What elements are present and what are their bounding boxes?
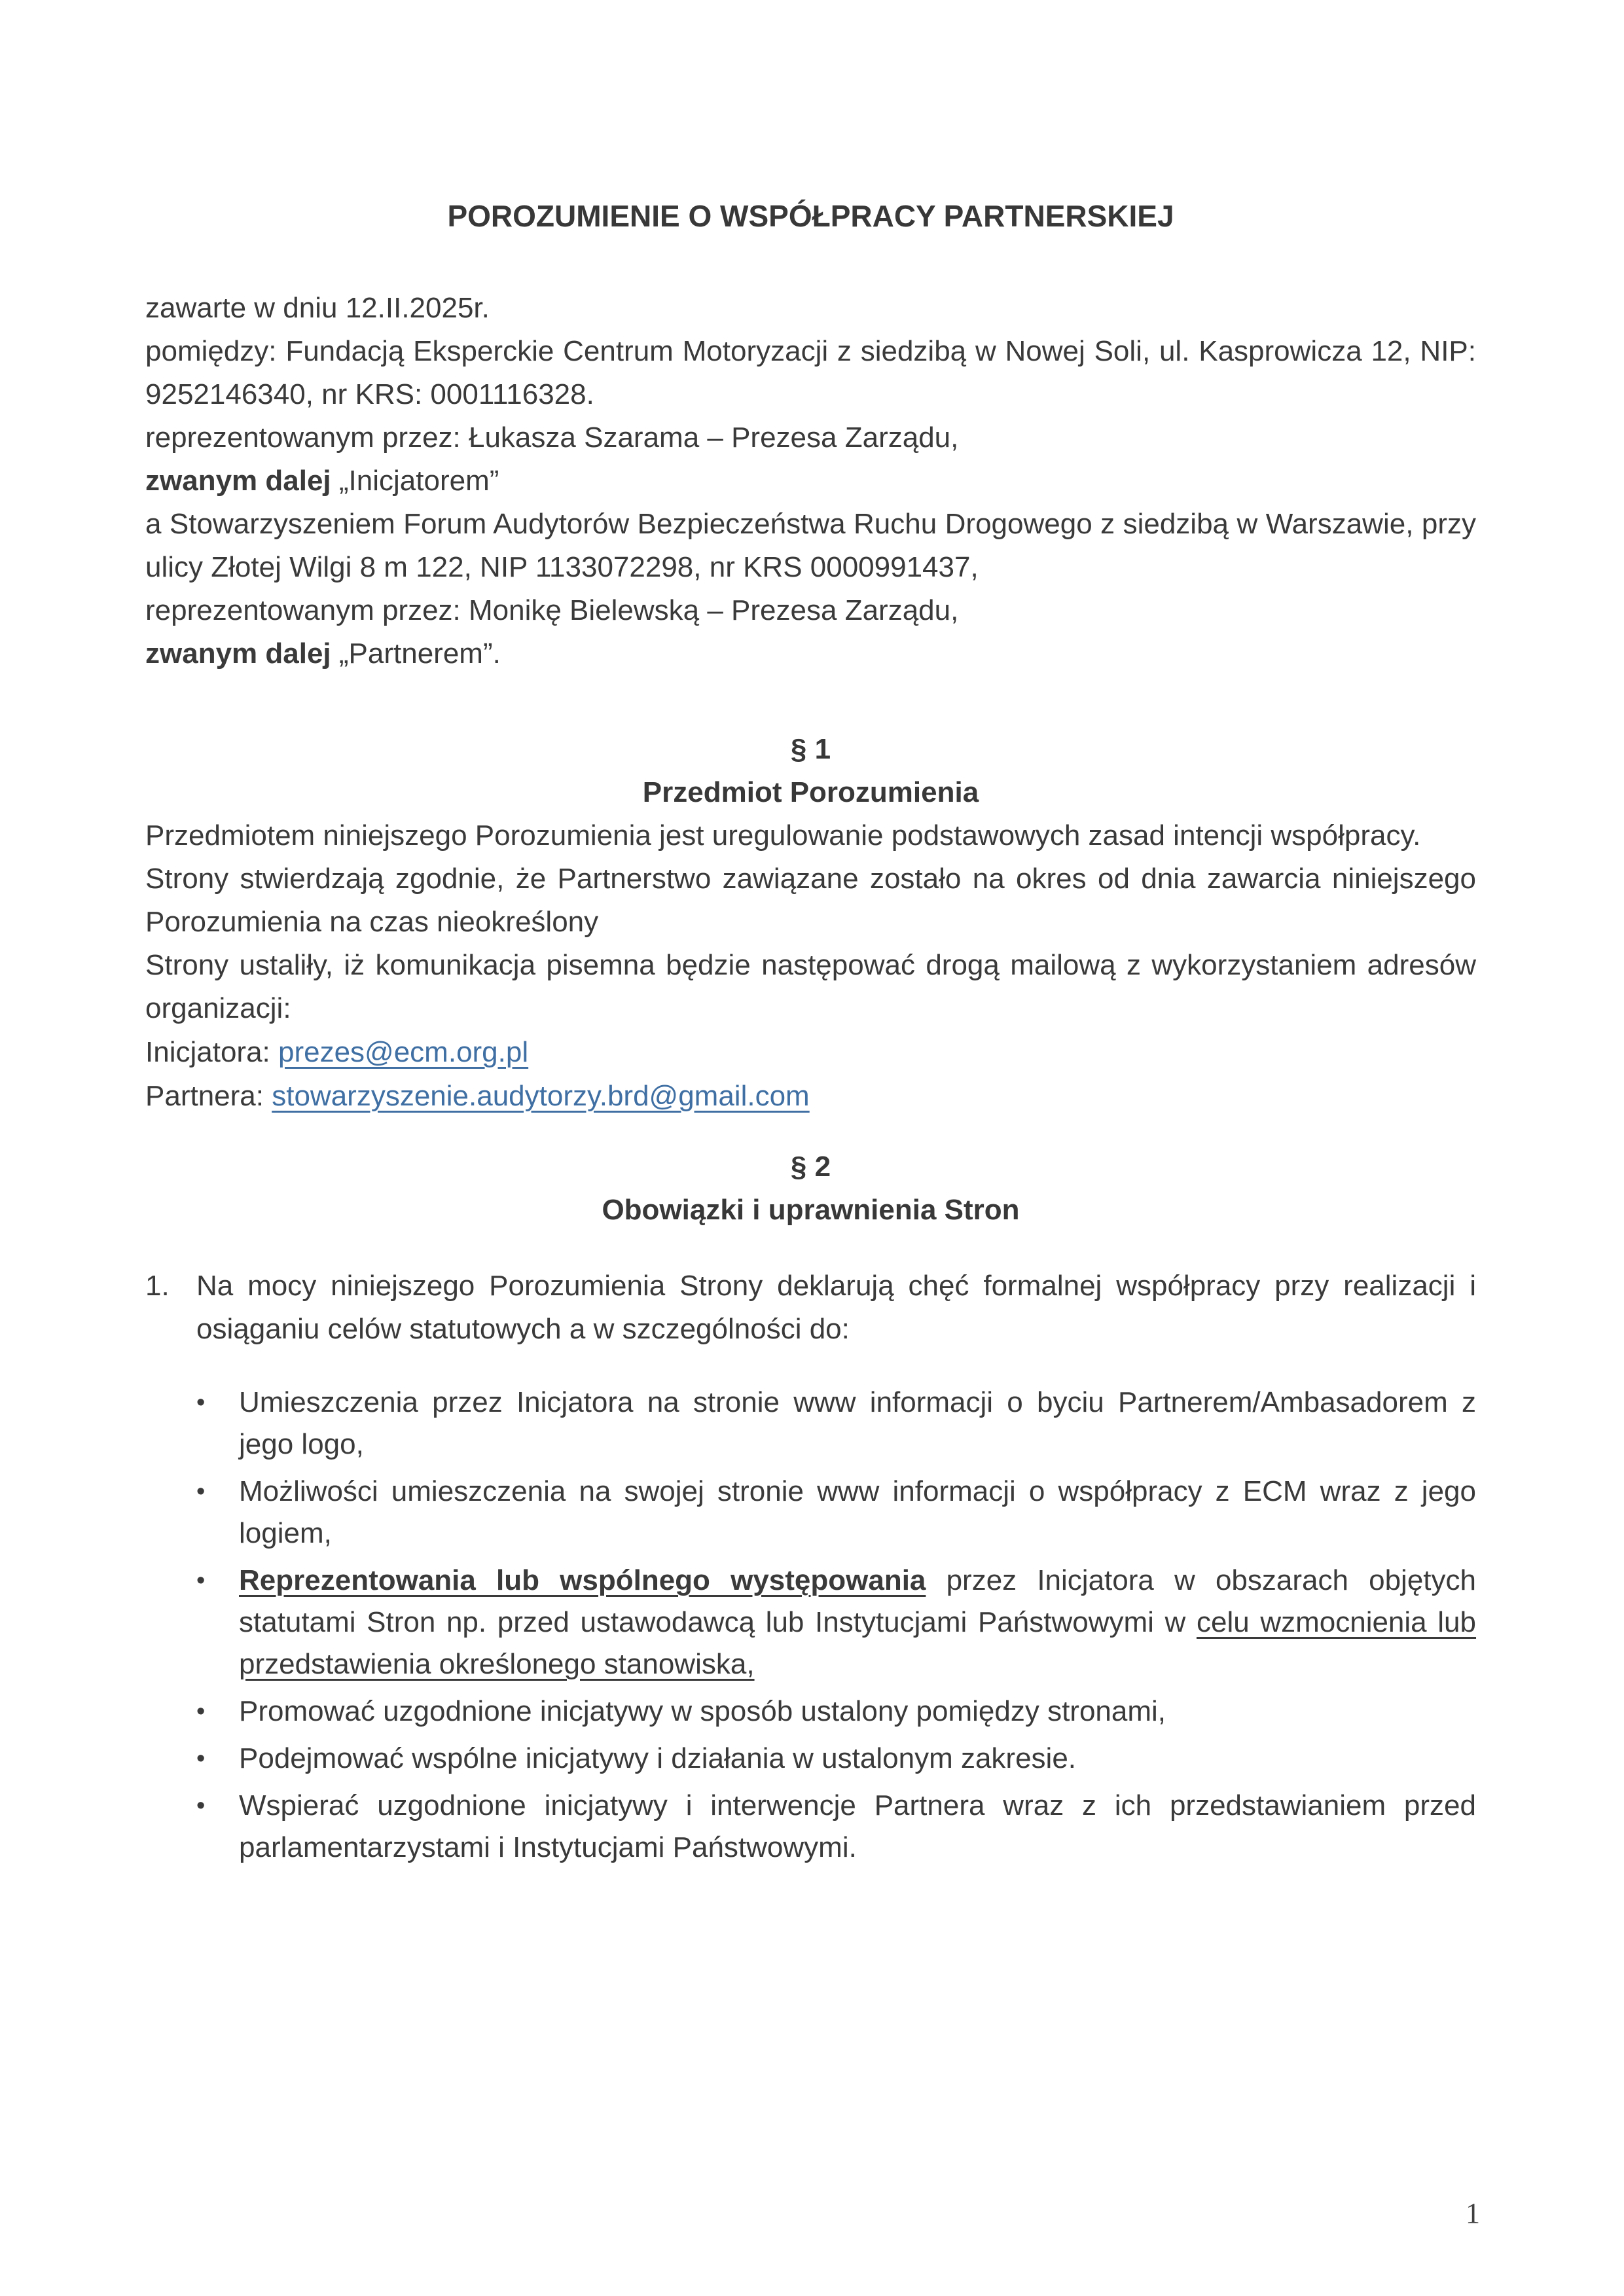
list-item bbox=[196, 1471, 1476, 1554]
item-number: 1. bbox=[145, 1270, 170, 1302]
bullet-icon: • bbox=[196, 1792, 206, 1820]
initiator-email-label: Inicjatora: bbox=[145, 1036, 278, 1068]
party2-alias-rest: „Partnerem”. bbox=[331, 637, 501, 670]
bullet-icon: • bbox=[196, 1745, 206, 1772]
item-text: Na mocy niniejszego Porozumienia Strony deklarują chęć formalnej współpracy przy realizacji i osiąganiu celów statutowych a w szczególności do: bbox=[196, 1270, 1476, 1345]
party1-representative: reprezentowanym przez: Łukasza Szarama – Prezesa Zarządu, bbox=[145, 422, 959, 454]
initiator-email-line bbox=[145, 1030, 1476, 1074]
document-title: POROZUMIENIE O WSPÓŁPRACY PARTNERSKIEJ bbox=[447, 199, 1174, 233]
list-item bbox=[196, 1785, 1476, 1869]
bullet-text: Podejmować wspólne inicjatywy i działania w ustalonym zakresie. bbox=[239, 1742, 1077, 1774]
partner-email-line bbox=[145, 1074, 1476, 1118]
section1-paragraph-3: Strony ustaliły, iż komunikacja pisemna będzie następować drogą mailową z wykorzystaniem adresów organizacji: bbox=[145, 949, 1476, 1024]
party2-representative: reprezentowanym przez: Monikę Bielewską – Prezesa Zarządu, bbox=[145, 594, 959, 626]
bullet-text: Promować uzgodnione inicjatywy w sposób ustalony pomiędzy stronami, bbox=[239, 1695, 1166, 1727]
list-item bbox=[196, 1691, 1476, 1732]
list-item bbox=[196, 1382, 1476, 1465]
party2-alias-bold: zwanym dalej bbox=[145, 637, 331, 670]
initiator-email-link[interactable]: prezes@ecm.org.pl bbox=[278, 1036, 529, 1068]
list-item bbox=[196, 1738, 1476, 1780]
party1-alias bbox=[145, 459, 1476, 503]
section2-heading: Obowiązki i uprawnienia Stron bbox=[602, 1194, 1020, 1226]
bullet-icon: • bbox=[196, 1478, 206, 1505]
party1-alias-bold: zwanym dalej bbox=[145, 465, 331, 497]
bullet-text-underline: celu wzmocnienia lub przedstawienia określonego stanowiska, bbox=[239, 1606, 1477, 1680]
list-item bbox=[196, 1560, 1476, 1685]
bullet-icon: • bbox=[196, 1698, 206, 1725]
obligations-bullet-list bbox=[145, 1382, 1476, 1869]
party2-paragraph: a Stowarzyszeniem Forum Audytorów Bezpieczeństwa Ruchu Drogowego z siedzibą w Warszawie, przy ulicy Złotej Wilgi 8 m 122, NIP 1133072298, nr KRS 0000991437, bbox=[145, 508, 1476, 583]
bullet-text: Wspierać uzgodnione inicjatywy i interwencje Partnera wraz z ich przedstawianiem przed parlamentarzystami i Instytucjami Państwowymi. bbox=[239, 1789, 1476, 1863]
party1-paragraph: pomiędzy: Fundacją Eksperckie Centrum Motoryzacji z siedzibą w Nowej Soli, ul. Kasprowicza 12, NIP: 9252146340, nr KRS: 0001116328. bbox=[145, 335, 1476, 410]
bullet-text bbox=[239, 1560, 1476, 1685]
partner-email-label: Partnera: bbox=[145, 1080, 272, 1112]
bullet-text-middle: przez Inicjatora w obszarach objętych statutami Stron np. przed ustawodawcą lub Instytucjami Państwowymi w bbox=[239, 1564, 1476, 1638]
bullet-text: Umieszczenia przez Inicjatora na stronie www informacji o byciu Partnerem/Ambasadorem z jego logo, bbox=[239, 1386, 1476, 1460]
section2-number: § 2 bbox=[790, 1151, 831, 1183]
bullet-text: Możliwości umieszczenia na swojej stronie www informacji o współpracy z ECM wraz z jego logiem, bbox=[239, 1475, 1476, 1549]
section1-heading: Przedmiot Porozumienia bbox=[642, 776, 979, 808]
bullet-text-bold-underline: Reprezentowania lub wspólnego występowania bbox=[239, 1564, 926, 1596]
bullet-icon: • bbox=[196, 1567, 206, 1594]
numbered-item-1 bbox=[145, 1265, 1476, 1351]
section1-paragraph-2: Strony stwierdzają zgodnie, że Partnerstwo zawiązane zostało na okres od dnia zawarcia niniejszego Porozumienia na czas nieokreślony bbox=[145, 863, 1476, 938]
party1-alias-rest: „Inicjatorem” bbox=[331, 465, 499, 497]
section1-paragraph-1: Przedmiotem niniejszego Porozumienia jest uregulowanie podstawowych zasad intencji współpracy. bbox=[145, 819, 1421, 852]
date-line: zawarte w dniu 12.II.2025r. bbox=[145, 292, 490, 324]
party2-alias bbox=[145, 632, 1476, 675]
bullet-icon: • bbox=[196, 1389, 206, 1416]
partner-email-link[interactable]: stowarzyszenie.audytorzy.brd@gmail.com bbox=[272, 1080, 810, 1112]
section1-number: § 1 bbox=[790, 733, 831, 765]
page-number: 1 bbox=[1466, 2197, 1480, 2229]
